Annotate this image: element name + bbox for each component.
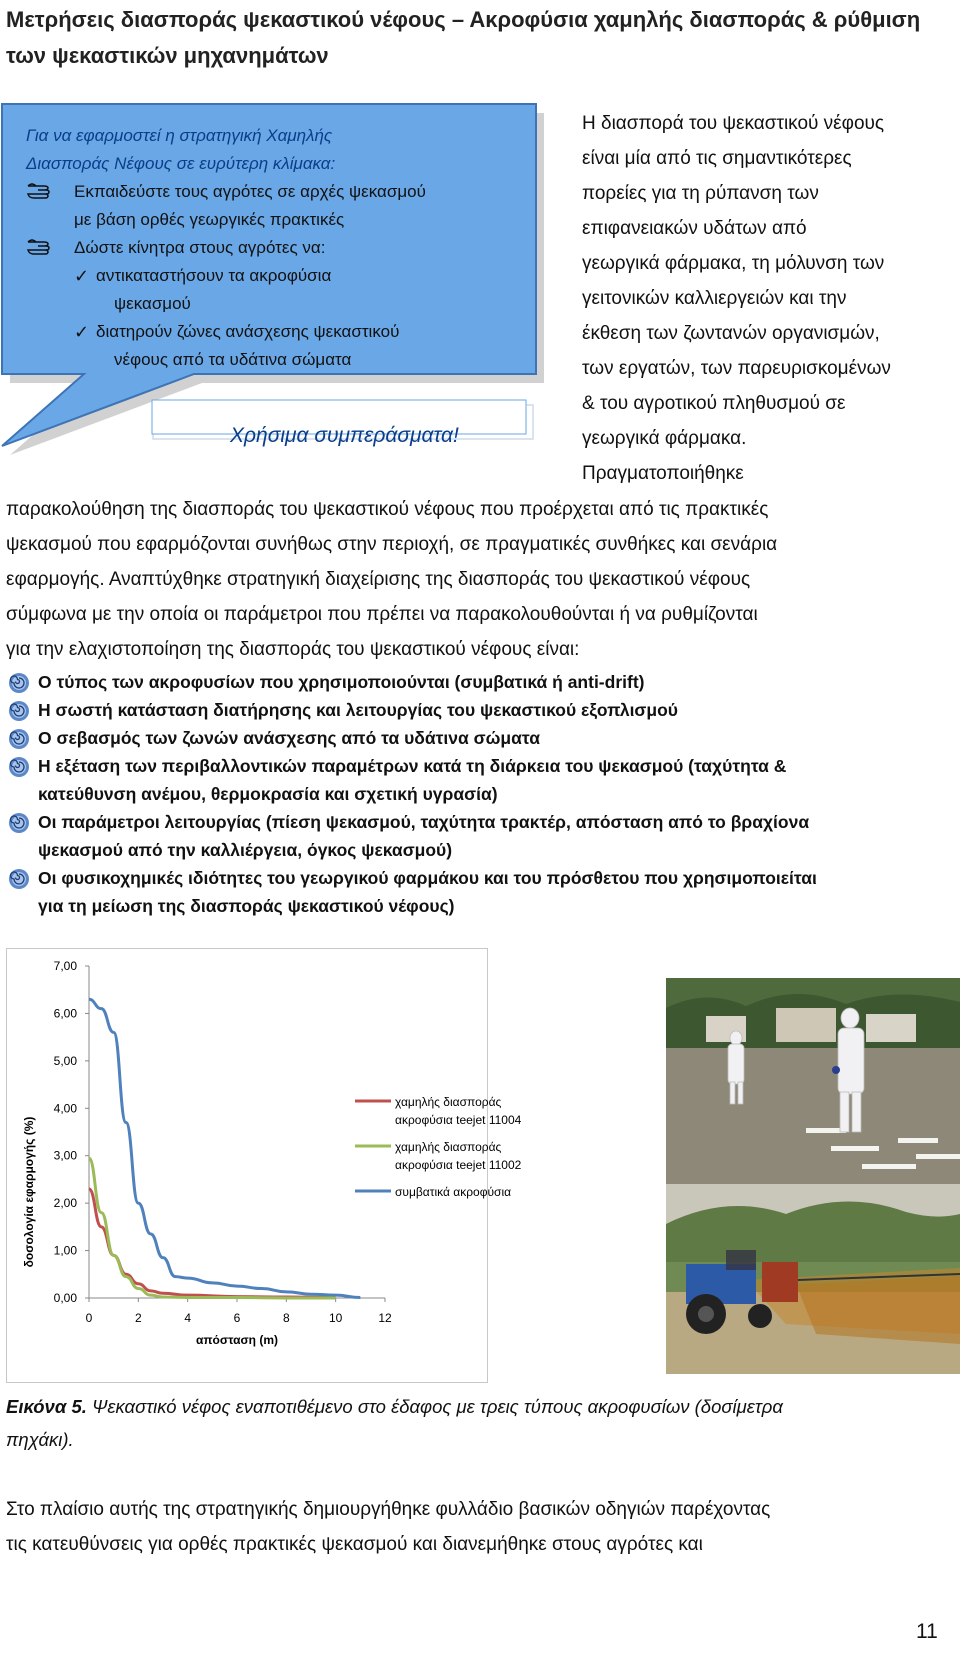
callout-item-incentives [26,234,546,262]
y-tick-label: 7,00 [53,959,77,973]
y-tick-label: 1,00 [53,1243,77,1258]
y-tick-label: 3,00 [53,1148,77,1163]
x-tick-label: 4 [184,1311,192,1325]
drift-chart-svg [7,949,522,1382]
x-tick-label: 12 [378,1311,392,1325]
spiral-bullet-icon [8,868,30,890]
callout-intro-line-1: Για να εφαρμοστεί η στρατηγική Χαμηλής [26,126,333,145]
side-paragraph-line: Πραγματοποιήθηκε [582,463,744,484]
callout-subitem-nozzles-cont [26,290,546,318]
callout-conclusion: Χρήσιμα συμπεράσματα! [230,424,459,447]
pointing-hand-icon [26,178,56,202]
x-tick-label: 8 [282,1311,290,1325]
parameter-list-item [6,668,956,696]
parameters-list [6,668,956,920]
callout-subitem-nozzles [26,262,546,290]
legend-label-1: ακροφύσια teejet 11002 [395,1158,522,1172]
closing-paragraph-line: Στο πλαίσιο αυτής της στρατηγικής δημιουργήθηκε φυλλάδιο βασικών οδηγιών παρέχοντας [6,1499,771,1520]
series-line-0 [89,1189,336,1298]
closing-paragraph-line: τις κατευθύνσεις για ορθές πρακτικές ψεκασμού και διανεμήθηκε στους αγρότες και [6,1534,703,1555]
parameter-list-item-line: Οι φυσικοχημικές ιδιότητες του γεωργικού φαρμάκου και του πρόσθετου που χρησιμοποιείται [38,868,817,888]
y-tick-label: 6,00 [53,1006,77,1021]
y-tick-label: 4,00 [53,1101,77,1116]
pointing-hand-icon [26,234,56,258]
closing-paragraph [6,1492,956,1562]
parameter-list-item-line: Η εξέταση των περιβαλλοντικών παραμέτρων κατά τη διάρκεια του ψεκασμού (ταχύτητα & [38,756,787,776]
side-paragraph-line: & του αγροτικού πληθυσμού σε [582,393,846,414]
spiral-bullet-icon [8,728,30,750]
figure-caption-text: Ψεκαστικό νέφος εναποτιθέμενο στο έδαφος με τρεις τύπους ακροφυσίων (δοσίμετρα [86,1396,783,1417]
body-paragraph-line: σύμφωνα με την οποία οι παράμετροι που πρέπει να παρακολουθούνται ή να ρυθμίζονται [6,604,758,625]
side-paragraph-line: γεωργικά φάρμακα, τη μόλυνση των [582,253,885,274]
y-tick-label: 2,00 [53,1196,77,1211]
callout-intro-line-2: Διασποράς Νέφους σε ευρύτερη κλίμακα: [26,154,336,173]
conclusions-callout [0,100,560,480]
drift-chart [6,948,522,1383]
callout-item-train-line-2: με βάση ορθές γεωργικές πρακτικές [74,210,345,229]
legend-label-0: ακροφύσια teejet 11004 [395,1113,522,1127]
callout-subitem-nozzles-line-1: αντικαταστήσουν τα ακροφύσια [96,266,332,285]
callout-subitem-buffer-line-1: διατηρούν ζώνες ανάσχεσης ψεκαστικού [96,322,400,341]
parameter-list-item [6,752,956,808]
side-paragraph-line: έκθεση των ζωντανών οργανισμών, [582,323,880,344]
callout-item-train-cont [26,206,546,234]
parameter-list-item [6,696,956,724]
figure-caption-line-1 [6,1390,956,1423]
figure-caption-line-2: πηχάκι). [6,1429,74,1450]
callout-text [26,122,546,374]
spiral-bullet-icon [8,700,30,722]
parameter-list-item [6,724,956,752]
x-tick-label: 6 [233,1311,241,1325]
parameter-list-item-line: για τη μείωση της διασποράς ψεκαστικού νέφους) [38,896,455,916]
y-axis-title: δοσολογία εφαρμογής (%) [22,1116,36,1268]
legend-label-1: χαμηλής διασποράς [395,1140,502,1154]
x-tick-label: 10 [328,1311,343,1325]
page-title: Μετρήσεις διασποράς ψεκαστικού νέφους – Ακροφύσια χαμηλής διασποράς & ρύθμιση των ψεκαστικών μηχανημάτων [6,7,921,68]
checkmark-icon: ✓ [74,266,90,286]
side-paragraph-line: των εργατών, των παρευρισκομένων [582,358,891,379]
side-paragraph-line: γεωργικά φάρμακα. [582,428,747,449]
parameter-list-item [6,864,956,920]
side-paragraph-line: επιφανειακών υδάτων από [582,218,807,239]
y-tick-label: 0,00 [53,1291,77,1305]
figure-caption [6,1390,956,1456]
side-paragraph-line: Η διασπορά του ψεκαστικού νέφους [582,113,885,134]
callout-item-train-line-1: Εκπαιδεύστε τους αγρότες σε αρχές ψεκασμού [74,182,426,201]
parameter-list-item-line: ψεκασμού από την καλλιέργεια, όγκος ψεκασμού) [38,840,453,860]
side-paragraph-line: πορείες για τη ρύπανση των [582,183,819,204]
spiral-bullet-icon [8,672,30,694]
checkmark-icon: ✓ [74,322,90,342]
callout-item-incentives-label: Δώστε κίνητρα στους αγρότες να: [74,238,326,257]
body-paragraph-line: εφαρμογής. Αναπτύχθηκε στρατηγική διαχείρισης της διασποράς του ψεκαστικού νέφους [6,569,751,590]
figure-caption-label: Εικόνα 5. [6,1396,87,1417]
body-paragraph [6,492,956,667]
spiral-bullet-icon [8,756,30,778]
parameter-list-item-line: κατεύθυνση ανέμου, θερμοκρασία και σχετική υγρασία) [38,784,498,804]
parameter-list-item-line: Ο τύπος των ακροφυσίων που χρησιμοποιούνται (συμβατικά ή anti-drift) [38,672,645,692]
x-tick-label: 2 [134,1311,142,1325]
legend-label-2: συμβατικά ακροφύσια [395,1185,512,1199]
x-axis-title: απόσταση (m) [195,1333,279,1347]
parameter-list-item-line: Ο σεβασμός των ζωνών ανάσχεσης από τα υδάτινα σώματα [38,728,540,748]
x-tick-label: 0 [85,1311,93,1325]
parameter-list-item-line: Η σωστή κατάσταση διατήρησης και λειτουργίας του ψεκαστικού εξοπλισμού [38,700,678,720]
side-paragraph-line: γειτονικών καλλιεργειών και την [582,288,847,309]
body-paragraph-line: ψεκασμού που εφαρμόζονται συνήθως στην περιοχή, σε πραγματικές συνθήκες και σενάρια [6,534,778,555]
body-paragraph-line: παρακολούθηση της διασποράς του ψεκαστικού νέφους που προέρχεται από τις πρακτικές [6,499,769,520]
legend-label-0: χαμηλής διασποράς [395,1095,502,1109]
callout-subitem-buffer [26,318,546,346]
y-tick-label: 5,00 [53,1053,77,1068]
side-paragraph-line: είναι μία από τις σημαντικότερες [582,148,852,169]
parameter-list-item-line: Οι παράμετροι λειτουργίας (πίεση ψεκασμού, ταχύτητα τρακτέρ, απόσταση από το βραχίονα [38,812,810,832]
spiral-bullet-icon [8,812,30,834]
body-paragraph-line: για την ελαχιστοποίηση της διασποράς του ψεκαστικού νέφους είναι: [6,639,580,660]
series-line-1 [89,1158,336,1298]
callout-subitem-buffer-cont [26,346,546,374]
parameter-list-item [6,808,956,864]
field-workers-protective-suits-photo [666,978,960,1186]
page-number: 11 [916,1620,938,1643]
series-line-2 [89,999,360,1297]
callout-subitem-buffer-line-2: νέφους από τα υδάτινα σώματα [114,350,352,369]
callout-item-train [26,178,546,206]
callout-subitem-nozzles-line-2: ψεκασμού [114,294,191,313]
side-paragraph [582,106,960,491]
tractor-sprayer-field-photo [666,1184,960,1374]
